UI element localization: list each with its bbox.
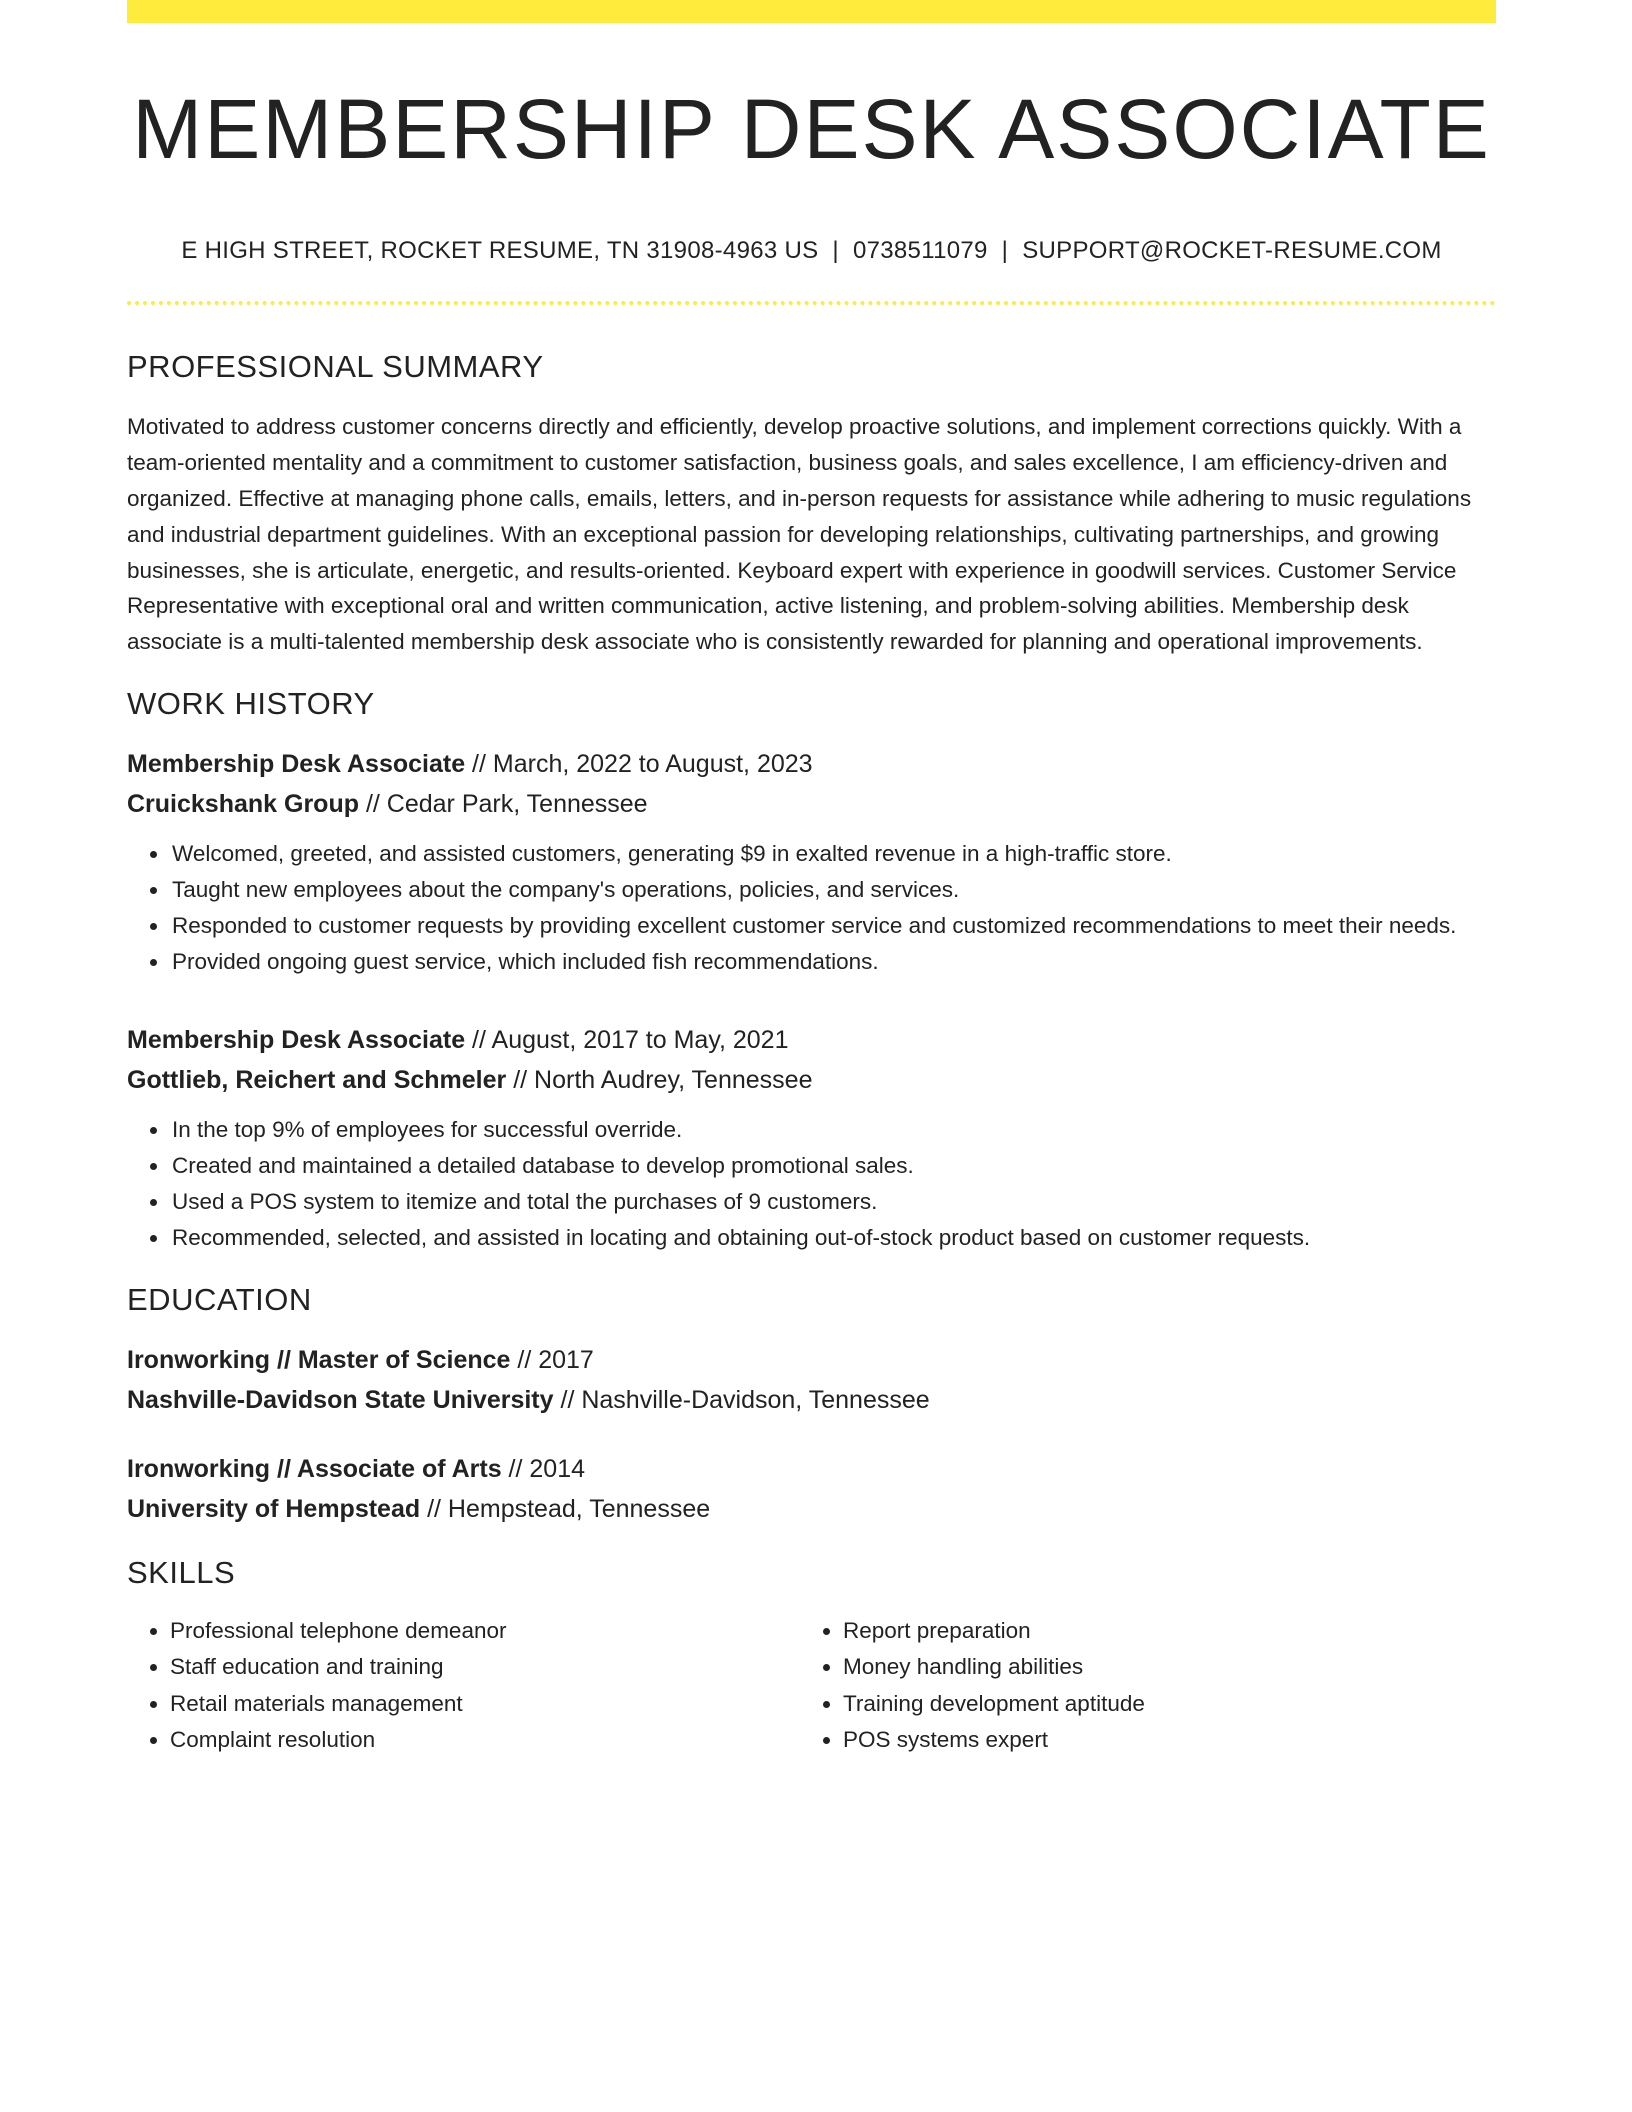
job-location: // Cedar Park, Tennessee bbox=[359, 789, 648, 818]
education-entry bbox=[127, 1449, 1496, 1529]
education-heading: EDUCATION bbox=[127, 1281, 312, 1317]
education-school-line bbox=[127, 1380, 1496, 1420]
education-school-line bbox=[127, 1489, 1496, 1529]
job-company-line bbox=[127, 784, 1496, 824]
education-school: Nashville-Davidson State University bbox=[127, 1385, 554, 1414]
top-accent-bar bbox=[127, 0, 1496, 23]
job-dates: // March, 2022 to August, 2023 bbox=[465, 749, 813, 778]
skill-item: • Professional telephone demeanor bbox=[170, 1613, 800, 1650]
contact-address: E HIGH STREET, ROCKET RESUME, TN 31908-4963 US bbox=[181, 237, 819, 265]
summary-heading: PROFESSIONAL SUMMARY bbox=[127, 349, 544, 385]
resume-page bbox=[127, 0, 1496, 1759]
job-bullet: • In the top 9% of employees for successful override. bbox=[170, 1112, 1496, 1148]
contact-phone: 0738511079 bbox=[852, 237, 988, 265]
job-bullet: • Provided ongoing guest service, which included fish recommendations. bbox=[170, 944, 1496, 980]
job-bullet: • Recommended, selected, and assisted in locating and obtaining out-of-stock product based on customer requests. bbox=[170, 1220, 1496, 1256]
skills-heading: SKILLS bbox=[127, 1554, 236, 1590]
job-title-line bbox=[127, 1020, 1496, 1060]
job-company-line bbox=[127, 1060, 1496, 1100]
job-bullet: • Welcomed, greeted, and assisted customers, generating $9 in exalted revenue in a high-traffic store. bbox=[170, 836, 1496, 872]
job-dates: // August, 2017 to May, 2021 bbox=[465, 1025, 789, 1054]
education-degree-line bbox=[127, 1340, 1496, 1380]
job-bullet: • Created and maintained a detailed database to develop promotional sales. bbox=[170, 1148, 1496, 1184]
job-entry bbox=[127, 744, 1496, 980]
education-year: // 2014 bbox=[501, 1454, 586, 1483]
contact-separator: | bbox=[1001, 237, 1009, 265]
job-company: Gottlieb, Reichert and Schmeler bbox=[127, 1065, 507, 1094]
job-role: Membership Desk Associate bbox=[127, 749, 466, 778]
skill-item: • Money handling abilities bbox=[843, 1649, 1473, 1686]
education-school: University of Hempstead bbox=[127, 1494, 421, 1523]
contact-line bbox=[127, 237, 1496, 265]
education-year: // 2017 bbox=[510, 1345, 594, 1374]
education-location: // Nashville-Davidson, Tennessee bbox=[553, 1385, 930, 1414]
skills-column-right bbox=[800, 1613, 1473, 1759]
skill-item: • Training development aptitude bbox=[843, 1686, 1473, 1723]
work-history-heading: WORK HISTORY bbox=[127, 685, 375, 721]
education-degree: Ironworking // Associate of Arts bbox=[127, 1454, 502, 1483]
contact-email: SUPPORT@ROCKET-RESUME.COM bbox=[1022, 237, 1442, 265]
job-title-line bbox=[127, 744, 1496, 784]
job-bullet: • Used a POS system to itemize and total the purchases of 9 customers. bbox=[170, 1184, 1496, 1220]
skill-item: • Complaint resolution bbox=[170, 1722, 800, 1759]
job-entry bbox=[127, 1020, 1496, 1256]
header-divider bbox=[127, 301, 1496, 305]
job-bullets bbox=[127, 836, 1496, 980]
job-location: // North Audrey, Tennessee bbox=[506, 1065, 813, 1094]
job-role: Membership Desk Associate bbox=[127, 1025, 466, 1054]
skill-item: • Report preparation bbox=[843, 1613, 1473, 1650]
resume-name: MEMBERSHIP DESK ASSOCIATE bbox=[132, 82, 1491, 176]
education-location: // Hempstead, Tennessee bbox=[420, 1494, 711, 1523]
job-bullet: • Responded to customer requests by providing excellent customer service and customized recommendations to meet their needs. bbox=[170, 908, 1496, 944]
summary-text: Motivated to address customer concerns directly and efficiently, develop proactive solutions, and implement corrections quickly. With a team-oriented mentality and a commitment to customer satisfaction, business goals, and sales excellence, I am efficiency-driven and organized. Effective at managing phone calls, emails, letters, and in-person requests for assistance while adhering to music regulations and industrial department guidelines. With an exceptional passion for developing relationships, cultivating partnerships, and growing businesses, she is articulate, energetic, and results-oriented. Keyboard expert with experience in goodwill services. Customer Service Representative with exceptional oral and written communication, active listening, and problem-solving abilities. Membership desk associate is a multi-talented membership desk associate who is consistently rewarded for planning and operational improvements. bbox=[127, 414, 1472, 655]
education-degree: Ironworking // Master of Science bbox=[127, 1345, 511, 1374]
education-degree-line bbox=[127, 1449, 1496, 1489]
education-entry bbox=[127, 1340, 1496, 1420]
skill-item: • Staff education and training bbox=[170, 1649, 800, 1686]
skills-column-left bbox=[127, 1613, 800, 1759]
contact-separator: | bbox=[832, 237, 839, 265]
job-bullet: • Taught new employees about the company's operations, policies, and services. bbox=[170, 872, 1496, 908]
skill-item: • POS systems expert bbox=[843, 1722, 1473, 1759]
skill-item: • Retail materials management bbox=[170, 1686, 800, 1723]
job-company: Cruickshank Group bbox=[127, 789, 359, 818]
skills-list bbox=[127, 1613, 1496, 1759]
job-bullets bbox=[127, 1112, 1496, 1256]
